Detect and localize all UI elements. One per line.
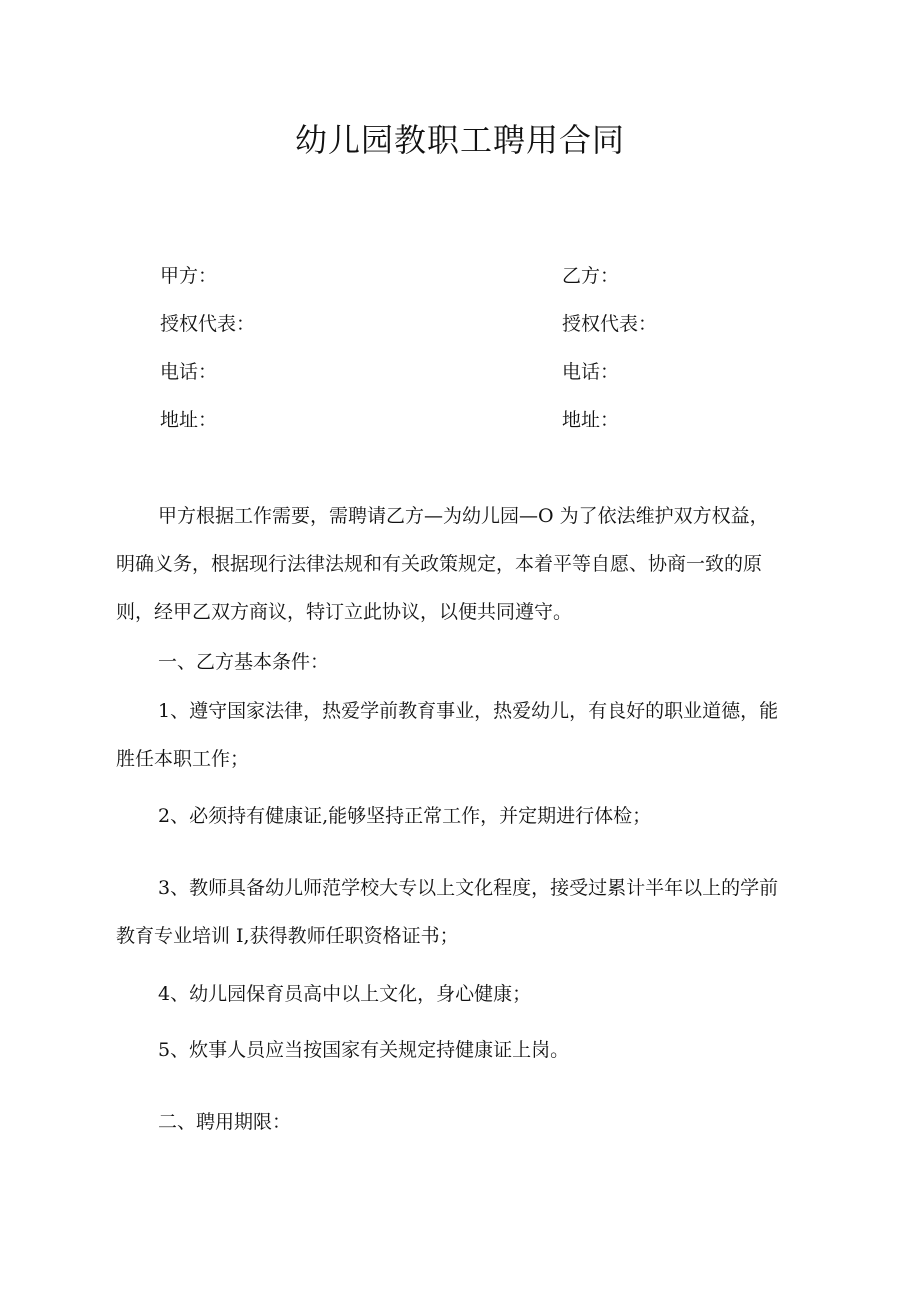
party-a-rep-label: 授权代表： [160,313,256,335]
item-3-line-2: 教育专业培训 I,获得教师任职资格证书； [116,925,459,947]
intro-paragraph-line-3: 则，经甲乙双方商议，特订立此协议，以便共同遵守。 [116,601,573,623]
section-2-heading: 二、聘用期限： [158,1111,292,1133]
party-a-phone-label: 电话： [160,361,218,383]
party-a-name-label: 甲方： [160,265,218,287]
intro-paragraph-line-2: 明确义务，根据现行法律法规和有关政策规定，本着平等自愿、协商一致的原 [116,553,763,575]
party-b-rep-label: 授权代表： [562,313,658,335]
item-3-line-1: 3、教师具备幼儿师范学校大专以上文化程度，接受过累计半年以上的学前 [158,877,779,899]
party-b-name-label: 乙方： [562,265,620,287]
item-1-line-2: 胜任本职工作； [116,748,250,770]
section-1-heading: 一、乙方基本条件： [158,651,330,673]
item-2: 2、必须持有健康证,能够坚持正常工作，并定期进行体检； [158,805,652,827]
party-a-address-label: 地址： [160,409,218,431]
item-4: 4、幼儿园保育员高中以上文化，身心健康； [158,983,532,1005]
item-1-line-1: 1、遵守国家法律，热爱学前教育事业，热爱幼儿，有良好的职业道德，能 [158,700,779,722]
document-title: 幼儿园教职工聘用合同 [294,121,625,159]
party-b-address-label: 地址： [562,409,620,431]
item-5: 5、炊事人员应当按国家有关规定持健康证上岗。 [158,1039,570,1061]
party-b-phone-label: 电话： [562,361,620,383]
intro-paragraph-line-1: 甲方根据工作需要，需聘请乙方—为幼儿园—O 为了依法维护双方权益， [158,505,769,527]
